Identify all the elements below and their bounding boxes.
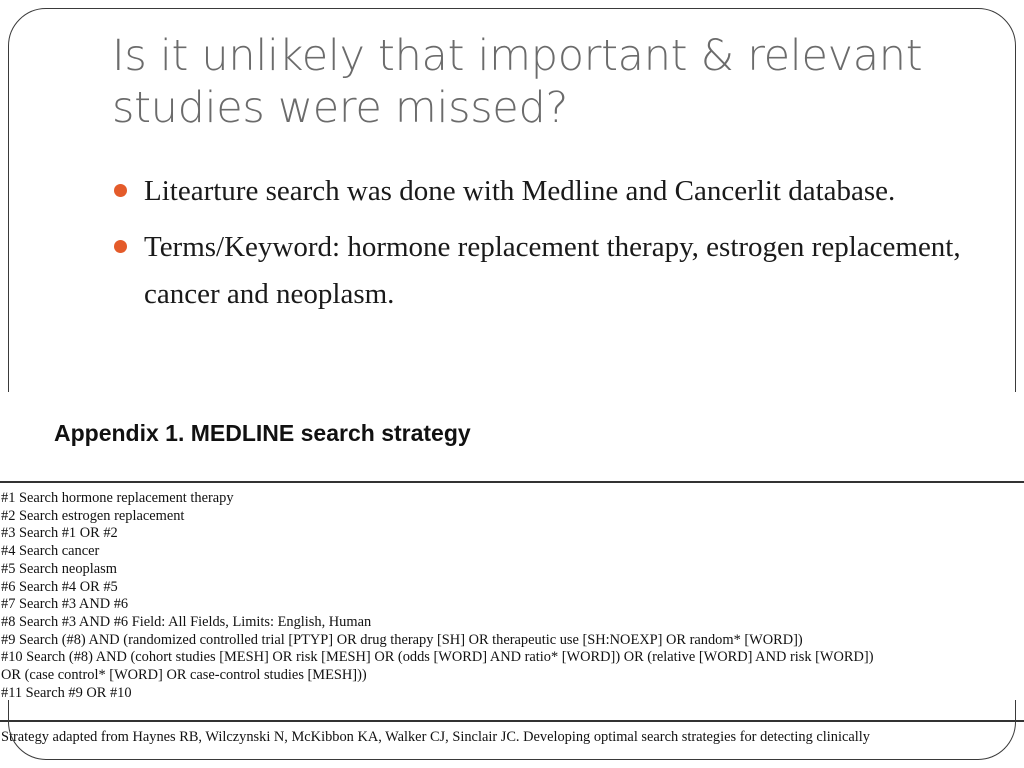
search-step: #2 Search estrogen replacement <box>1 507 185 524</box>
search-step: #5 Search neoplasm <box>1 560 117 577</box>
search-step: #4 Search cancer <box>1 543 100 560</box>
bullet-text: Terms/Keyword: hormone replacement therapy, estrogen replacement, cancer and neoplasm. <box>144 231 961 310</box>
appendix-image <box>0 392 1024 768</box>
bullet-dot-icon <box>114 184 127 197</box>
search-step: #8 Search #3 AND #6 Field: All Fields, Limits: English, Human <box>1 613 372 630</box>
search-step: #10 Search (#8) AND (cohort studies [MESH] OR risk [MESH] OR (odds [WORD] AND ratio* [WORD]) OR (relative [WORD] AND risk [WORD]) <box>1 649 874 666</box>
search-step: #3 Search #1 OR #2 <box>1 525 118 542</box>
bottom-rule <box>0 720 1024 722</box>
search-step: #7 Search #3 AND #6 <box>1 596 129 613</box>
bullet-dot-icon <box>114 240 127 253</box>
bullet-list <box>112 168 972 327</box>
bullet-item <box>112 168 972 215</box>
top-rule <box>0 481 1024 483</box>
bullet-item <box>112 224 972 318</box>
search-step: #11 Search #9 OR #10 <box>1 684 132 701</box>
search-steps-list <box>1 490 1023 702</box>
appendix-footnote: Strategy adapted from Haynes RB, Wilczynski N, McKibbon KA, Walker CJ, Sinclair JC. Developing optimal search strategies for detecting clinically <box>1 729 870 745</box>
search-step: #9 Search (#8) AND (randomized controlled trial [PTYP] OR drug therapy [SH] OR therapeutic use [SH:NOEXP] OR random* [WORD]) <box>1 631 803 648</box>
slide-title: Is it unlikely that important & relevant studies were missed? <box>112 31 923 133</box>
appendix-title: Appendix 1. MEDLINE search strategy <box>54 420 471 446</box>
search-step: #6 Search #4 OR #5 <box>1 578 118 595</box>
bullet-text: Litearture search was done with Medline and Cancerlit database. <box>144 175 896 207</box>
search-step-continuation: OR (case control* [WORD] OR case-control studies [MESH])) <box>1 667 367 684</box>
search-step: #1 Search hormone replacement therapy <box>1 490 234 506</box>
